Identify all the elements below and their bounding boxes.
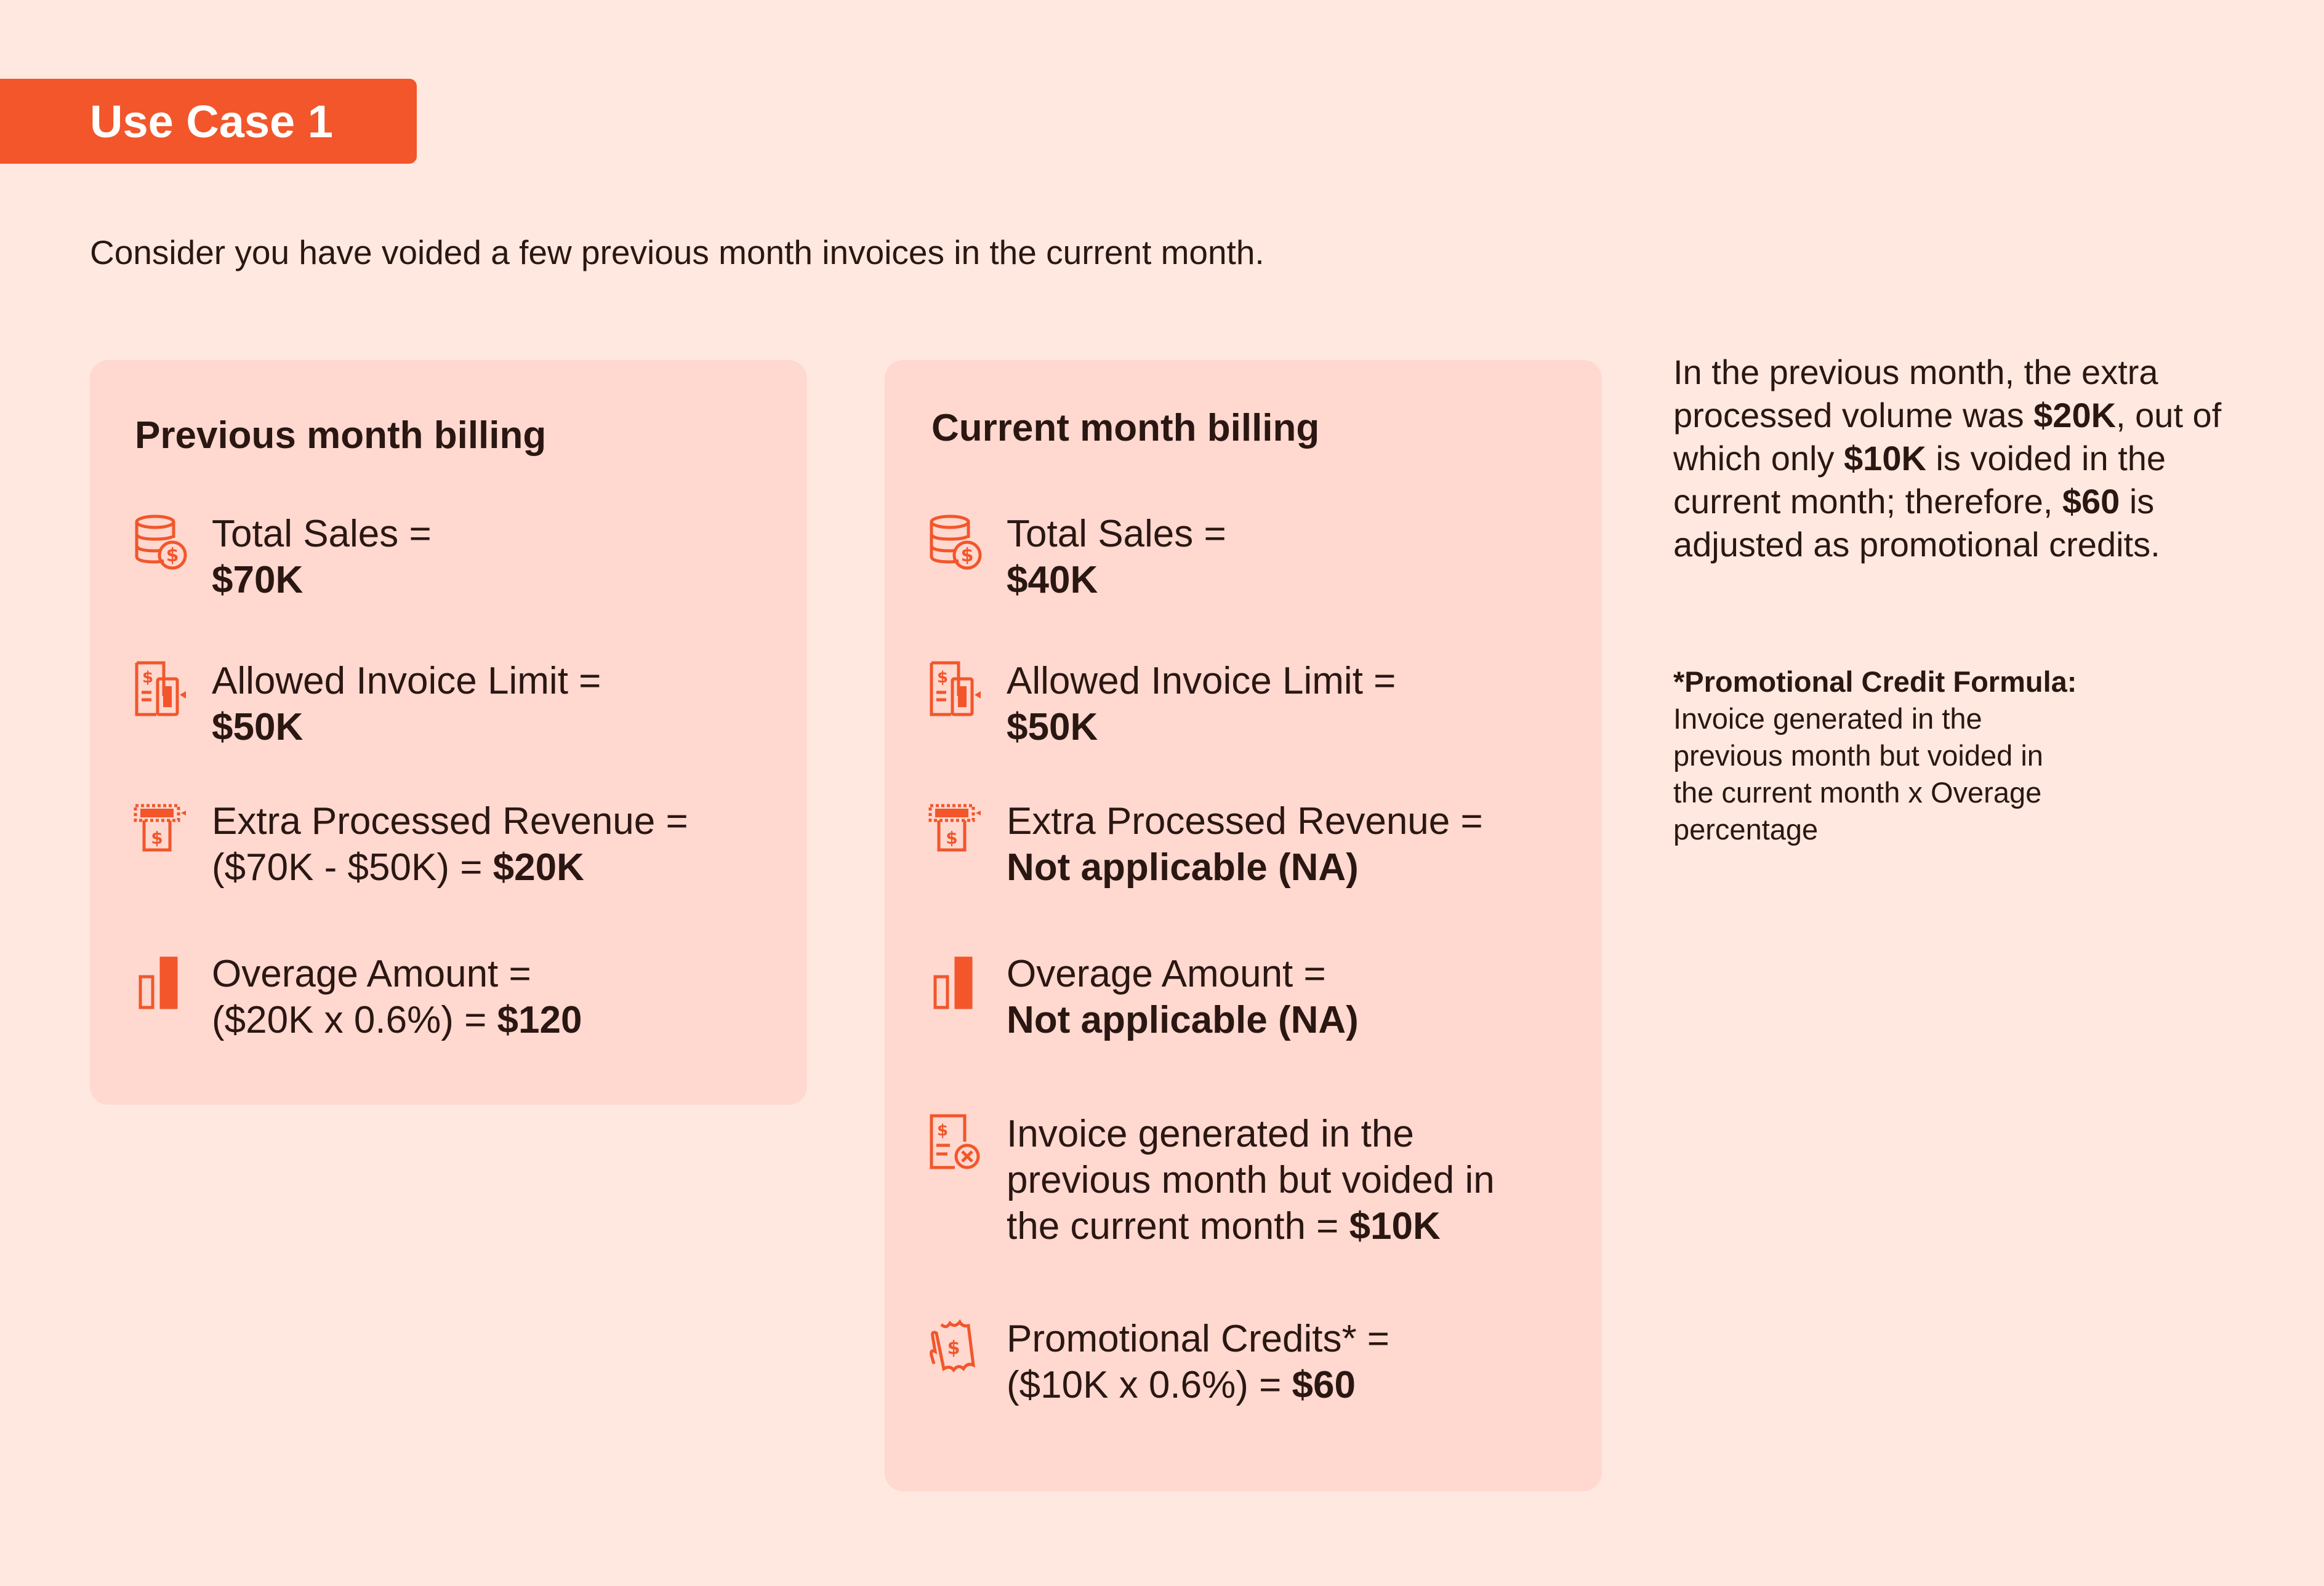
current-card-title: Current month billing <box>931 407 1320 449</box>
cur-overage-label: Overage Amount = <box>1007 953 1326 995</box>
cur-voided-line3: the current month = <box>1007 1205 1349 1248</box>
svg-text:$: $ <box>946 828 958 848</box>
side-bold-3: $60 <box>2062 482 2120 521</box>
svg-text:$: $ <box>947 1337 960 1359</box>
bar-chart-icon <box>928 953 983 1015</box>
side-text-3: is voided in the current month; therefore, <box>1673 439 2166 521</box>
prev-overage-item <box>133 951 582 1043</box>
formula-note <box>1673 663 2178 848</box>
formula-line-2: previous month but voided in <box>1673 739 2043 772</box>
invoice-limit-icon <box>928 660 983 722</box>
cur-extra-revenue-item <box>928 798 1483 891</box>
side-text-1: In the previous month, the extra processed volume was <box>1673 353 2158 435</box>
coin-database-icon <box>133 513 188 575</box>
cur-promo-value: $60 <box>1292 1364 1356 1406</box>
prev-overage-label: Overage Amount = <box>212 953 531 995</box>
card-receipt-icon <box>928 801 983 862</box>
prev-overage-value: $120 <box>497 999 582 1041</box>
prev-extra-revenue-formula: ($70K - $50K) = <box>212 846 493 889</box>
previous-month-card <box>90 360 807 1105</box>
coin-database-icon <box>928 513 983 575</box>
cur-total-sales-label: Total Sales = <box>1007 513 1226 555</box>
side-text-2: , out of which only <box>1673 396 2222 478</box>
cur-voided-invoice-item <box>928 1111 1495 1249</box>
voided-invoice-icon <box>928 1113 983 1175</box>
formula-line-4: percentage <box>1673 813 1819 846</box>
prev-invoice-limit-label: Allowed Invoice Limit = <box>212 660 601 702</box>
invoice-limit-icon <box>133 660 188 722</box>
cur-voided-line2: previous month but voided in <box>1007 1159 1495 1201</box>
promo-ticket-icon <box>928 1318 983 1380</box>
cur-invoice-limit-value: $50K <box>1007 706 1098 748</box>
card-receipt-icon <box>133 801 188 862</box>
cur-voided-line1: Invoice generated in the <box>1007 1113 1414 1155</box>
cur-voided-value: $10K <box>1349 1205 1441 1248</box>
intro-text: Consider you have voided a few previous month invoices in the current month. <box>90 233 1265 271</box>
side-text-4: is adjusted as promotional credits. <box>1673 482 2160 564</box>
cur-extra-revenue-label: Extra Processed Revenue = <box>1007 800 1483 843</box>
svg-text:$: $ <box>142 668 154 687</box>
prev-overage-formula: ($20K x 0.6%) = <box>212 999 497 1041</box>
svg-text:$: $ <box>936 668 949 687</box>
current-month-card <box>885 360 1602 1491</box>
formula-line-3: the current month x Overage <box>1673 776 2042 809</box>
cur-total-sales-item <box>928 511 1226 603</box>
cur-promo-formula: ($10K x 0.6%) = <box>1007 1364 1292 1406</box>
cur-overage-item <box>928 951 1359 1043</box>
cur-invoice-limit-label: Allowed Invoice Limit = <box>1007 660 1396 702</box>
cur-extra-revenue-value: Not applicable (NA) <box>1007 846 1359 889</box>
prev-extra-revenue-value: $20K <box>493 846 584 889</box>
svg-text:$: $ <box>151 828 163 848</box>
prev-total-sales-label: Total Sales = <box>212 513 432 555</box>
bar-chart-icon <box>133 953 188 1015</box>
side-explanation <box>1673 351 2227 566</box>
side-bold-2: $10K <box>1844 439 1926 478</box>
svg-text:$: $ <box>166 545 179 566</box>
svg-text:$: $ <box>960 545 974 566</box>
cur-promo-label: Promotional Credits* = <box>1007 1318 1389 1360</box>
prev-total-sales-value: $70K <box>212 559 304 601</box>
side-bold-1: $20K <box>2033 396 2117 435</box>
svg-text:$: $ <box>936 1121 949 1140</box>
cur-total-sales-value: $40K <box>1007 559 1098 601</box>
cur-invoice-limit-item <box>928 658 1396 750</box>
prev-extra-revenue-label: Extra Processed Revenue = <box>212 800 688 843</box>
use-case-badge: Use Case 1 <box>0 79 417 164</box>
formula-title: *Promotional Credit Formula: <box>1673 665 2077 698</box>
formula-line-1: Invoice generated in the <box>1673 702 1982 735</box>
cur-overage-value: Not applicable (NA) <box>1007 999 1359 1041</box>
prev-invoice-limit-item <box>133 658 601 750</box>
prev-invoice-limit-value: $50K <box>212 706 304 748</box>
cur-promo-credits-item <box>928 1316 1389 1408</box>
prev-total-sales-item <box>133 511 432 603</box>
prev-extra-revenue-item <box>133 798 688 891</box>
previous-card-title: Previous month billing <box>135 414 547 457</box>
